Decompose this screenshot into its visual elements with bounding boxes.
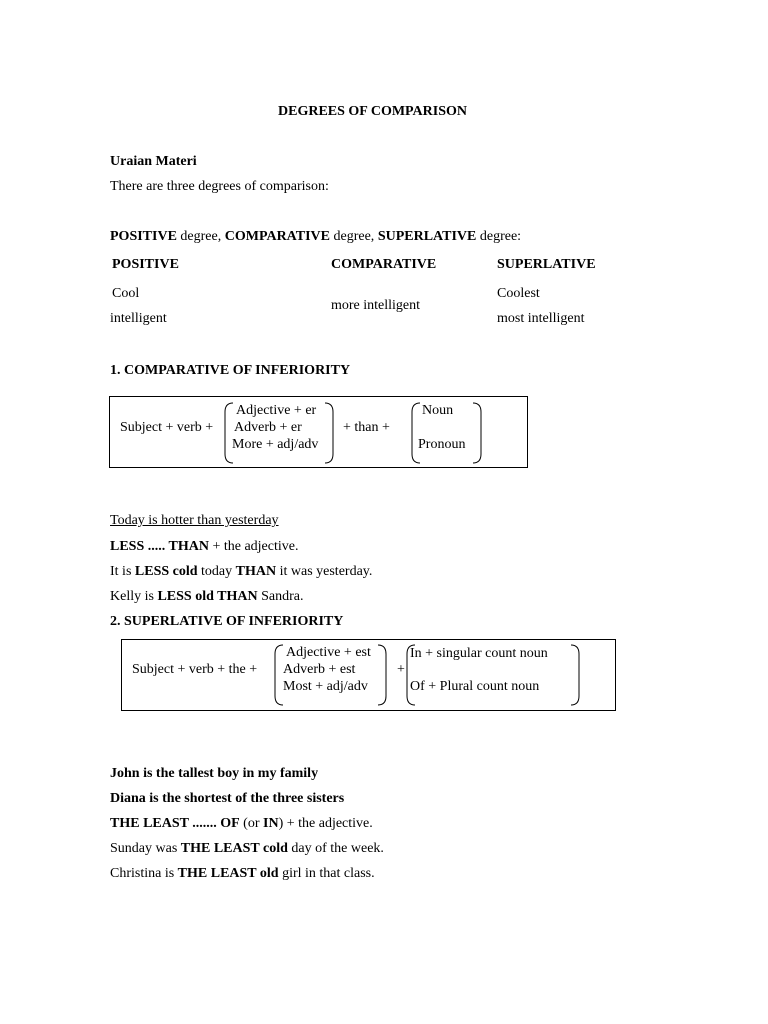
example-sentence <box>110 840 384 857</box>
rule-the-least <box>110 815 373 832</box>
degrees-word: degree, <box>176 229 225 244</box>
rule-less-than <box>110 538 298 555</box>
formula-option: Adverb + er <box>234 420 302 435</box>
formula-option: Adjective + er <box>236 403 317 418</box>
formula-subject: Subject + verb + the + <box>132 662 258 677</box>
sentence-keyword: THE LEAST old <box>177 866 279 881</box>
degrees-word-end: degree: <box>476 229 522 244</box>
table-cell: most intelligent <box>497 311 585 326</box>
table-cell: Coolest <box>497 286 540 301</box>
intro-text: There are three degrees of comparison: <box>110 179 329 194</box>
formula-option: Adverb + est <box>283 662 356 677</box>
rule-text: + the adjective. <box>208 539 299 554</box>
sentence-part: Christina is <box>110 866 178 881</box>
sentence-keyword: THE LEAST cold <box>180 841 288 856</box>
formula-object: Of + Plural count noun <box>410 679 540 694</box>
sentence-part: Sandra. <box>257 589 304 604</box>
rule-keyword: THE LEAST ....... OF <box>110 816 240 831</box>
left-brace-icon <box>224 402 234 464</box>
example-sentence <box>110 563 372 580</box>
formula-option: More + adj/adv <box>232 437 319 452</box>
page-title: DEGREES OF COMPARISON <box>278 104 468 119</box>
right-brace-icon <box>377 644 387 706</box>
formula-box-comparative <box>109 396 528 468</box>
table-cell: Cool <box>112 286 140 301</box>
rule-text: ) + the adjective. <box>278 816 373 831</box>
degrees-positive: POSITIVE <box>110 229 177 244</box>
formula-than: + than + <box>343 420 390 435</box>
sentence-keyword: LESS old THAN <box>157 589 258 604</box>
example-sentence <box>110 588 303 605</box>
example-bold: John is the tallest boy in my family <box>110 766 319 781</box>
rule-keyword: IN <box>263 816 279 831</box>
formula-object: In + singular count noun <box>410 646 548 661</box>
sentence-part: Kelly is <box>110 589 158 604</box>
rule-keyword: LESS ..... THAN <box>110 539 209 554</box>
table-header: POSITIVE <box>112 257 179 272</box>
sentence-keyword: THAN <box>235 564 277 579</box>
formula-subject: Subject + verb + <box>120 420 214 435</box>
degrees-comparative: COMPARATIVE <box>224 229 330 244</box>
left-brace-icon <box>411 402 421 464</box>
sentence-part: today <box>197 564 236 579</box>
formula-plus: + <box>397 662 405 677</box>
sentence-keyword: LESS cold <box>134 564 198 579</box>
sentence-part: Sunday was <box>110 841 181 856</box>
sentence-part: it was yesterday. <box>276 564 373 579</box>
section-heading-superlative: 2. SUPERLATIVE OF INFERIORITY <box>110 614 344 629</box>
right-brace-icon <box>570 644 580 706</box>
formula-box-superlative <box>121 639 616 711</box>
table-header: SUPERLATIVE <box>497 257 596 272</box>
formula-object: Pronoun <box>418 437 466 452</box>
formula-option: Adjective + est <box>286 645 371 660</box>
sentence-part: day of the week. <box>287 841 384 856</box>
section-heading-comparative: 1. COMPARATIVE OF INFERIORITY <box>110 363 351 378</box>
example-sentence <box>110 865 375 882</box>
sentence-part: It is <box>110 564 135 579</box>
example-underlined: Today is hotter than yesterday <box>110 513 279 528</box>
table-cell: intelligent <box>110 311 167 326</box>
right-brace-icon <box>472 402 482 464</box>
section-heading-uraian: Uraian Materi <box>110 154 197 169</box>
rule-text: (or <box>239 816 263 831</box>
degrees-superlative: SUPERLATIVE <box>377 229 477 244</box>
degrees-word: degree, <box>330 229 378 244</box>
table-cell: more intelligent <box>331 298 421 313</box>
table-header: COMPARATIVE <box>331 257 437 272</box>
right-brace-icon <box>324 402 334 464</box>
sentence-part: girl in that class. <box>278 866 375 881</box>
formula-option: Most + adj/adv <box>283 679 368 694</box>
degrees-line <box>110 228 521 245</box>
example-bold: Diana is the shortest of the three sisters <box>110 791 345 806</box>
formula-object: Noun <box>422 403 454 418</box>
